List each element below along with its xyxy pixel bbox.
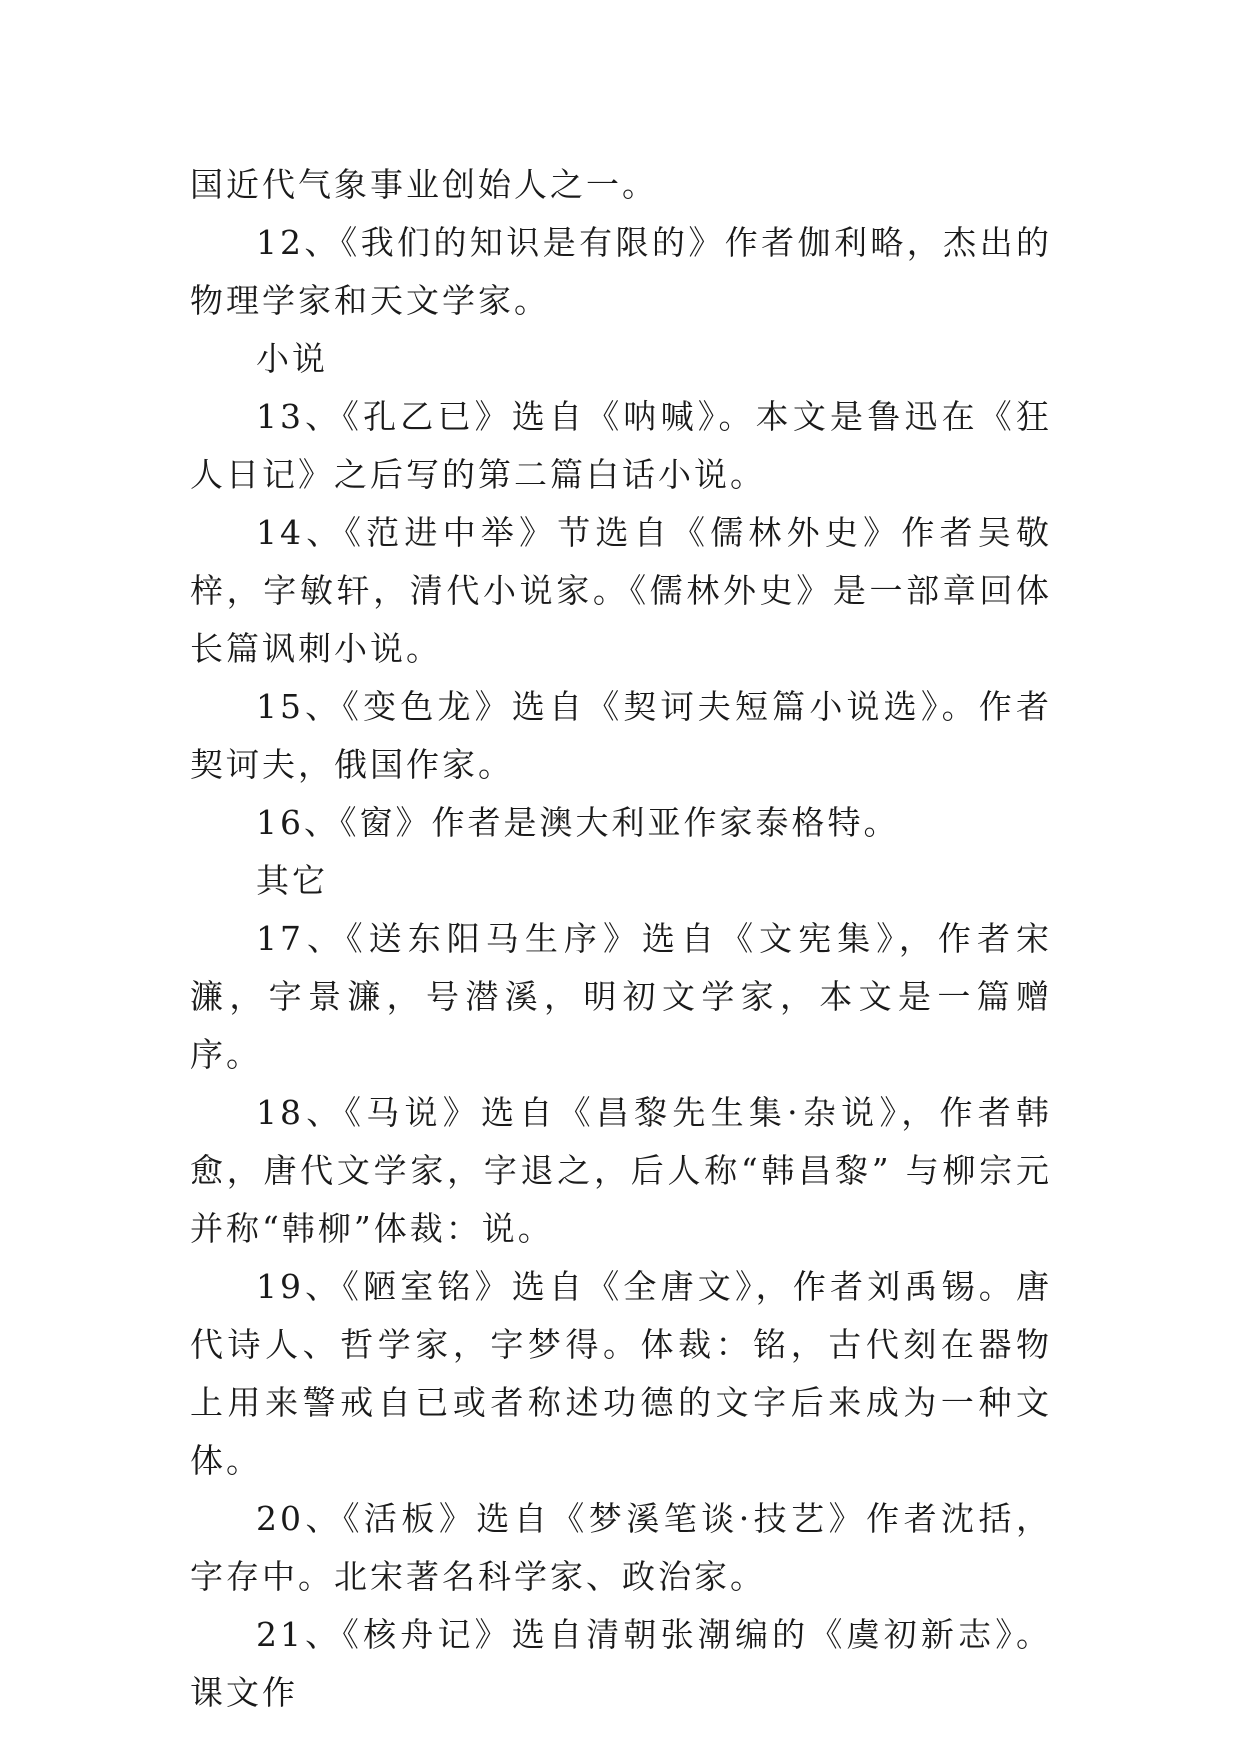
paragraph-item-15: 15、《变色龙》选自《契诃夫短篇小说选》。作者契诃夫，俄国作家。 xyxy=(190,687,1052,784)
paragraph-item-17: 17、《送东阳马生序》选自《文宪集》，作者宋濂，字景濂，号潜溪，明初文学家，本文是一篇赠序。 xyxy=(190,919,1052,1074)
paragraph-continuation: 国近代气象事业创始人之一。 xyxy=(190,165,658,204)
body-text xyxy=(190,156,1052,1722)
paragraph-item-20: 20、《活板》选自《梦溪笔谈·技艺》作者沈括，字存中。北宋著名科学家、政治家。 xyxy=(190,1499,1052,1596)
paragraph-item-16: 16、《窗》作者是澳大利亚作家泰格特。 xyxy=(256,803,900,842)
section-heading-fiction: 小说 xyxy=(256,339,328,378)
paragraph-item-21: 21、《核舟记》选自清朝张潮编的《虞初新志》。课文作 xyxy=(190,1615,1052,1712)
paragraph-item-12: 12、《我们的知识是有限的》作者伽利略，杰出的物理学家和天文学家。 xyxy=(190,223,1052,320)
paragraph-item-14: 14、《范进中举》节选自《儒林外史》作者吴敬梓，字敏轩，清代小说家。《儒林外史》是一部章回体长篇讽刺小说。 xyxy=(190,513,1052,668)
section-heading-other: 其它 xyxy=(256,861,328,900)
paragraph-item-19: 19、《陋室铭》选自《全唐文》，作者刘禹锡。唐代诗人、哲学家，字梦得。体裁：铭，古代刻在器物上用来警戒自已或者称述功德的文字后来成为一种文体。 xyxy=(190,1267,1052,1480)
paragraph-item-13: 13、《孔乙已》选自《呐喊》。本文是鲁迅在《狂人日记》之后写的第二篇白话小说。 xyxy=(190,397,1052,494)
paragraph-item-18: 18、《马说》选自《昌黎先生集·杂说》，作者韩愈，唐代文学家，字退之，后人称“韩昌黎” 与柳宗元并称“韩柳”体裁：说。 xyxy=(190,1093,1052,1248)
